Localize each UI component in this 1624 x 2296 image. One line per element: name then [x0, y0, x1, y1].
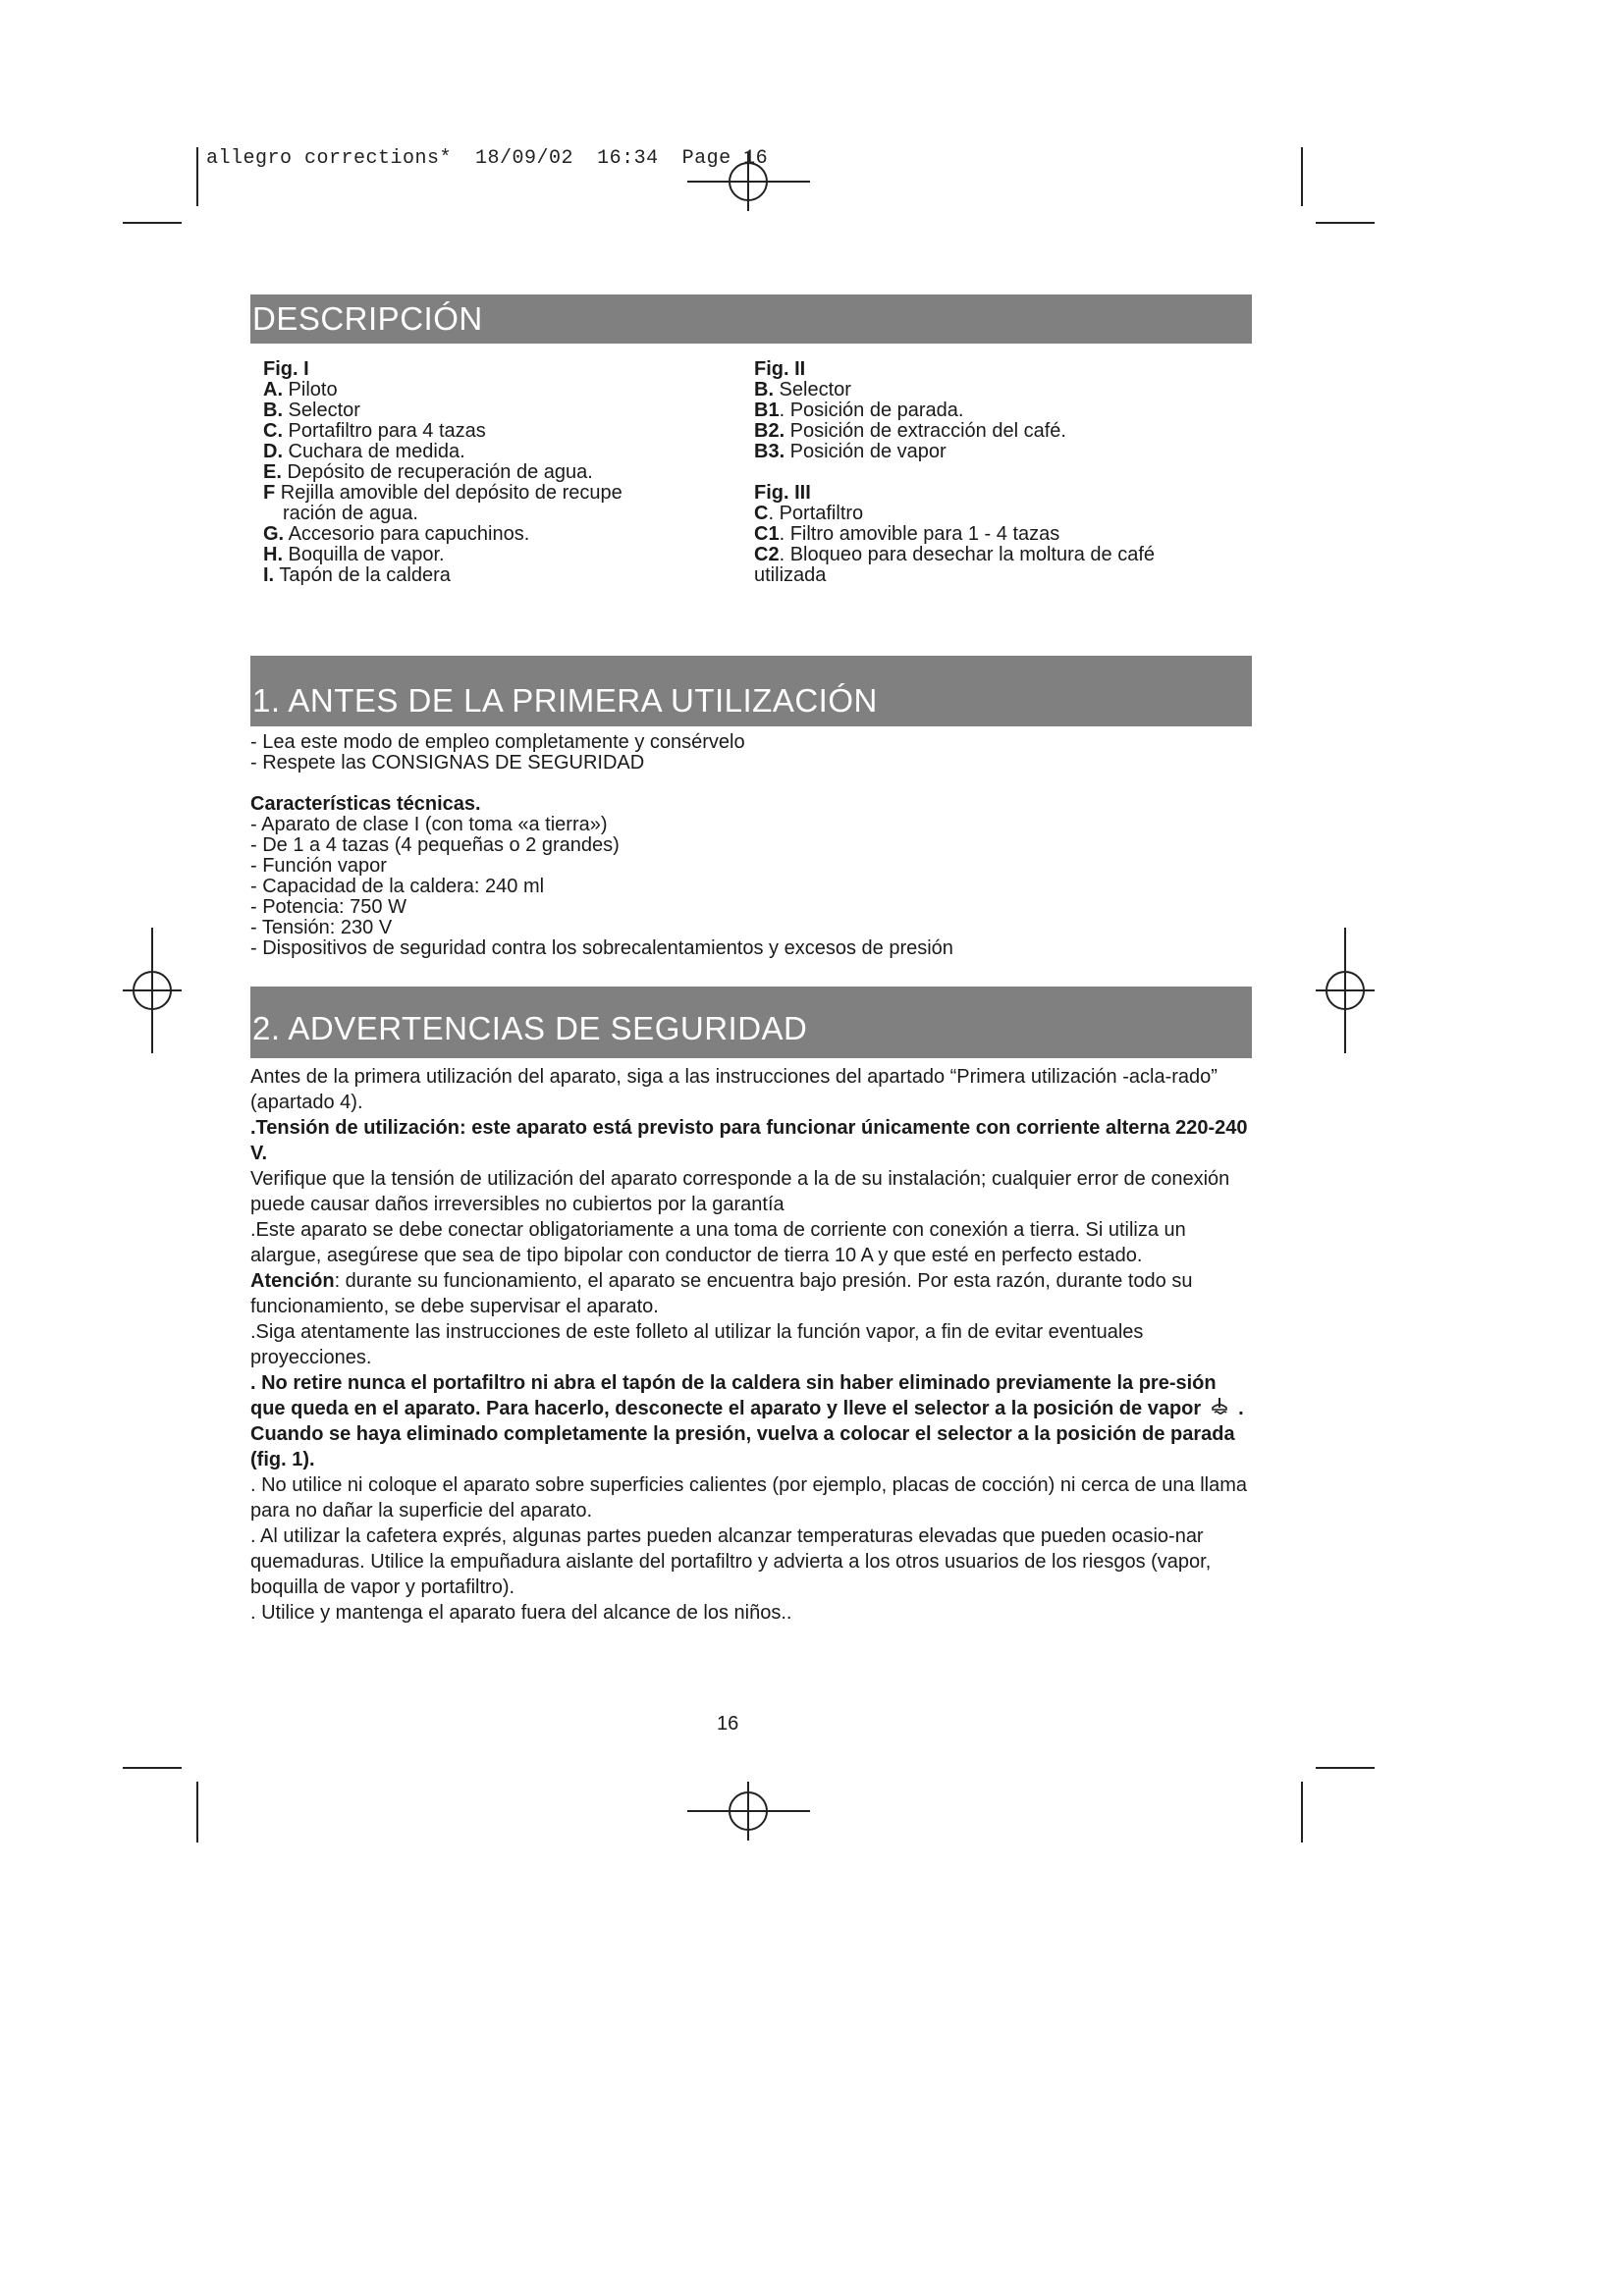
section-title-advertencias: 2. ADVERTENCIAS DE SEGURIDAD — [250, 987, 1252, 1058]
fig2-fig3-legend — [754, 359, 1155, 586]
crop-mark-top-left-horizontal — [123, 222, 182, 224]
legend-item: B. Selector — [754, 379, 851, 400]
legend-item: B3. Posición de vapor — [754, 441, 947, 462]
legend-item: B1. Posición de parada. — [754, 400, 964, 421]
crop-mark-top-left-vertical — [196, 147, 198, 206]
legend-item: C. Portafiltro — [754, 503, 864, 524]
paragraph: . Utilice y mantenga el aparato fuera del alcance de los niños.. — [250, 1602, 792, 1624]
bullet-item: - Respete las CONSIGNAS DE SEGURIDAD — [250, 752, 645, 774]
crop-mark-bottom-right-vertical — [1301, 1782, 1303, 1842]
paragraph: . No utilice ni coloque el aparato sobre superficies calientes (por ejemplo, placas de cocción) ni cerca de una llama para no dañar la superficie del aparato. — [250, 1474, 1247, 1522]
paragraph: .Tensión de utilización: este aparato está previsto para funcionar únicamente con corriente alterna 220-240 V. — [250, 1117, 1248, 1164]
registration-mark-left — [123, 928, 182, 1053]
fig3-label: Fig. III — [754, 482, 811, 504]
spec-item: - Potencia: 750 W — [250, 896, 406, 918]
spec-item: - Dispositivos de seguridad contra los sobrecalentamientos y excesos de presión — [250, 937, 953, 959]
spec-item: - Tensión: 230 V — [250, 917, 393, 938]
legend-item: F Rejilla amovible del depósito de recupe — [263, 482, 623, 504]
fig1-label: Fig. I — [263, 358, 309, 380]
slug-time: 16:34 — [597, 147, 659, 170]
legend-item: D. Cuchara de medida. — [263, 441, 465, 462]
fig1-legend — [263, 359, 623, 586]
legend-item: H. Boquilla de vapor. — [263, 544, 445, 565]
advertencias-body — [250, 1064, 1252, 1626]
paragraph: .Este aparato se debe conectar obligatoriamente a una toma de corriente con conexión a tierra. Si utiliza un alargue, asegúrese que sea de tipo bipolar con conductor de tierra 10 A y que esté en perfecto estado. — [250, 1219, 1186, 1266]
spec-item: - Aparato de clase I (con toma «a tierra») — [250, 814, 608, 835]
registration-mark-bottom — [687, 1782, 810, 1841]
paragraph: .Siga atentamente las instrucciones de este folleto al utilizar la función vapor, a fin de evitar eventuales proyecciones. — [250, 1321, 1144, 1368]
technical-specs — [250, 794, 953, 959]
slug-date: 18/09/02 — [475, 147, 574, 170]
bullet-item: - Lea este modo de empleo completamente y consérvelo — [250, 731, 745, 753]
spec-item: - Función vapor — [250, 855, 387, 877]
crop-mark-top-right-horizontal — [1316, 222, 1375, 224]
registration-mark-right — [1316, 928, 1375, 1053]
fig2-label: Fig. II — [754, 358, 806, 380]
paragraph: Verifique que la tensión de utilización del aparato corresponde a la de su instalación; cualquier error de conexión puede causar daños irreversibles no cubiertos por la garantía — [250, 1168, 1230, 1215]
legend-item: C. Portafiltro para 4 tazas — [263, 420, 486, 442]
legend-item: G. Accesorio para capuchinos. — [263, 523, 530, 545]
antes-bullets — [250, 732, 745, 774]
print-slug — [206, 147, 791, 170]
paragraph: Atención: durante su funcionamiento, el aparato se encuentra bajo presión. Por esta razón, durante todo su funcionamiento, se debe supervisar el aparato. — [250, 1270, 1193, 1317]
section-title-antes: 1. ANTES DE LA PRIMERA UTILIZACIÓN — [250, 656, 1252, 726]
slug-file: allegro corrections* — [206, 147, 453, 170]
legend-item: C2. Bloqueo para desechar la moltura de café — [754, 544, 1156, 565]
paragraph: . No retire nunca el portafiltro ni abra el tapón de la caldera sin haber eliminado previamente la pre-sión que queda en el aparato. Para hacerlo, desconecte el aparato y lleve el selector a la posición de vapor . Cuando se haya eliminado completamente la presión, vuelva a colocar el selector a la posición de parada (fig. 1). — [250, 1372, 1244, 1470]
steam-icon — [1209, 1396, 1230, 1417]
legend-item: E. Depósito de recuperación de agua. — [263, 461, 593, 483]
crop-mark-bottom-right-horizontal — [1316, 1767, 1375, 1769]
crop-mark-bottom-left-horizontal — [123, 1767, 182, 1769]
legend-item: I. Tapón de la caldera — [263, 564, 451, 586]
spec-item: - De 1 a 4 tazas (4 pequeñas o 2 grandes) — [250, 834, 620, 856]
crop-mark-top-right-vertical — [1301, 147, 1303, 206]
specs-heading: Características técnicas. — [250, 793, 481, 815]
spec-item: - Capacidad de la caldera: 240 ml — [250, 876, 545, 897]
crop-mark-bottom-left-vertical — [196, 1782, 198, 1842]
slug-page: Page 16 — [681, 147, 769, 170]
legend-item: A. Piloto — [263, 379, 338, 400]
paragraph: . Al utilizar la cafetera exprés, algunas partes pueden alcanzar temperaturas elevadas que pueden ocasio-nar quemaduras. Utilice la empuñadura aislante del portafiltro y advierta a los otros usuarios de los riesgos (vapor, boquilla de vapor y portafiltro). — [250, 1525, 1212, 1598]
page-number: 16 — [717, 1713, 739, 1735]
legend-item: C1. Filtro amovible para 1 - 4 tazas — [754, 523, 1060, 545]
legend-item: B2. Posición de extracción del café. — [754, 420, 1066, 442]
section-title-descripcion: DESCRIPCIÓN — [250, 294, 1252, 344]
legend-item: B. Selector — [263, 400, 360, 421]
legend-item: utilizada — [754, 564, 827, 586]
paragraph: Antes de la primera utilización del aparato, siga a las instrucciones del apartado “Primera utilización -acla-rado” (apartado 4). — [250, 1066, 1218, 1113]
legend-item: ración de agua. — [283, 503, 418, 524]
